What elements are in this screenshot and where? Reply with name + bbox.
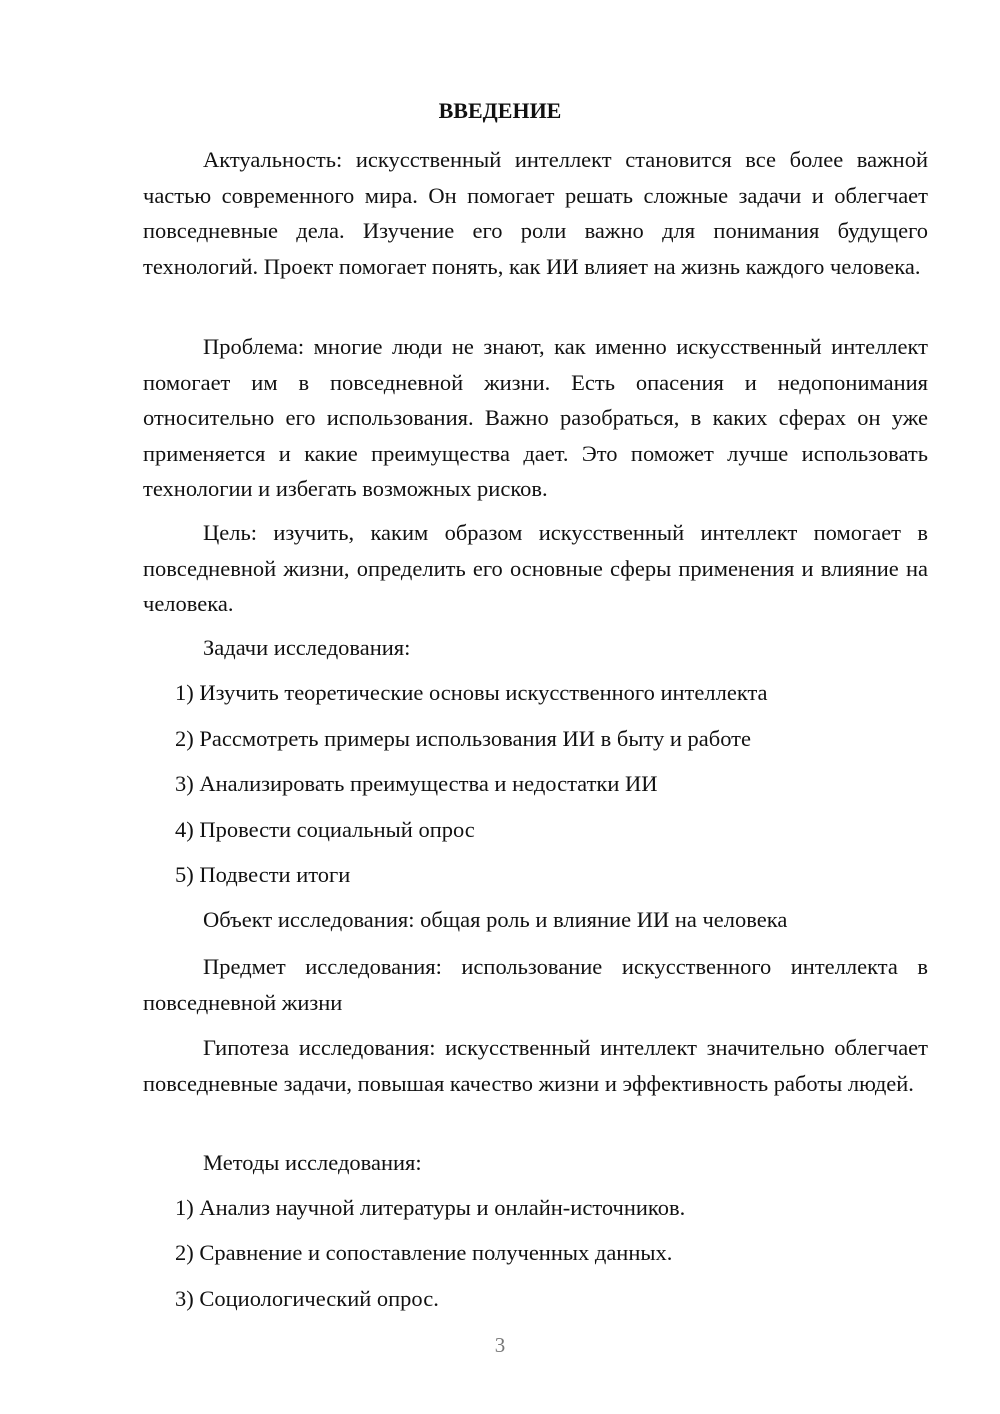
problem-paragraph: Проблема: многие люди не знают, как именно искусственный интеллект помогает им в повседневной жизни. Есть опасения и недопонимания относительно его использования. Важно разобраться, в каких сферах он уже применяется и какие преимущества дает. Это поможет лучше использовать технологии и избегать возможных рисков.	[143, 334, 928, 502]
task-item: 5) Подвести итоги	[175, 862, 351, 887]
methods-heading: Методы исследования:	[203, 1150, 422, 1175]
task-item: 4) Провести социальный опрос	[175, 817, 475, 842]
tasks-heading: Задачи исследования:	[203, 635, 411, 660]
subject-paragraph: Предмет исследования: использование искусственного интеллекта в повседневной жизни	[143, 954, 928, 1015]
task-item: 3) Анализировать преимущества и недостатки ИИ	[175, 771, 658, 796]
goal-paragraph: Цель: изучить, каким образом искусственный интеллект помогает в повседневной жизни, определить его основные сферы применения и влияние на человека.	[143, 520, 928, 617]
page-number: 3	[494, 1333, 506, 1357]
relevance-paragraph: Актуальность: искусственный интеллект становится все более важной частью современного мира. Он помогает решать сложные задачи и облегчает повседневные дела. Изучение его роли важно для понимания будущего технологий. Проект помогает понять, как ИИ влияет на жизнь каждого человека.	[143, 147, 928, 279]
object-line: Объект исследования: общая роль и влияние ИИ на человека	[203, 907, 788, 932]
hypothesis-paragraph: Гипотеза исследования: искусственный интеллект значительно облегчает повседневные задачи, повышая качество жизни и эффективность работы людей.	[143, 1035, 928, 1096]
task-item: 1) Изучить теоретические основы искусственного интеллекта	[175, 680, 768, 705]
method-item: 1) Анализ научной литературы и онлайн-источников.	[175, 1195, 686, 1220]
page-title: ВВЕДЕНИЕ	[438, 98, 562, 123]
task-item: 2) Рассмотреть примеры использования ИИ в быту и работе	[175, 726, 752, 751]
method-item: 2) Сравнение и сопоставление полученных данных.	[175, 1240, 673, 1265]
method-item: 3) Социологический опрос.	[175, 1286, 439, 1311]
